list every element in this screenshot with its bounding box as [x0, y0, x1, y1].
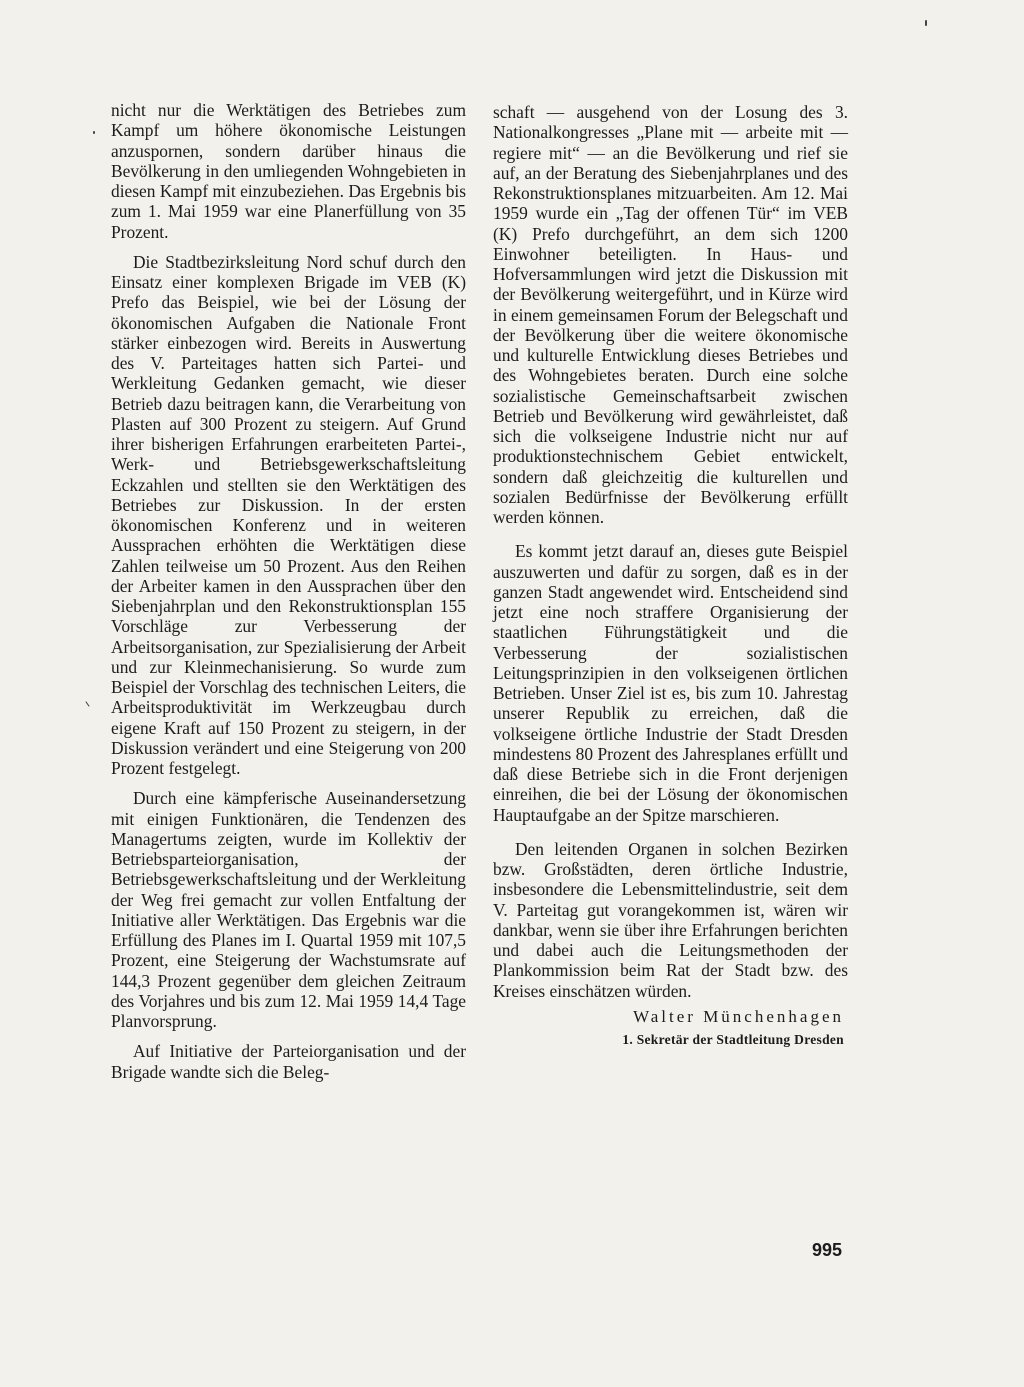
signature-title: 1. Sekretär der Stadtleitung Dresden [622, 1032, 844, 1047]
print-speck [85, 701, 89, 706]
page-number: 995 [812, 1240, 843, 1260]
paragraph-es-kommt: Es kommt jetzt darauf an, dieses gute Beispiel auszuwerten und dafür zu sorgen, daß es in der ganzen Stadt angewendet wird. Entscheidend sind jetzt eine noch straffere Organisierung der staatlichen Führungstätigkeit und die Verbesserung der sozialistischen Leitungsprinzipien in den volkseigenen örtlichen Betrieben. Unser Ziel ist es, bis zum 10. Jahrestag unserer Republik zu erreichen, daß die volkseigene örtliche Industrie der Stadt Dresden mindestens 80 Prozent des Jahresplanes erfüllt und daß diese Betriebe sich in die Front derjenigen einreihen, die bei der Lösung der ökonomischen Hauptaufgabe an der Spitze marschieren. [493, 541, 848, 825]
signature-name: Walter Münchenhagen [633, 1006, 844, 1026]
right-column [493, 102, 848, 1050]
left-column [111, 100, 466, 1082]
print-speck [93, 131, 95, 134]
paragraph-leitende-organe: Den leitenden Organen in solchen Bezirken bzw. Großstädten, deren örtliche Industrie, insbesondere die Lebensmittelindustrie, seit dem V. Parteitag gut vorangekommen ist, wären wir dankbar, wenn sie über ihre Erfahrungen berichten und dabei auch die Leitungsmethoden der Plankommission beim Rat der Stadt bzw. des Kreises einschätzen würden. [493, 838, 848, 1001]
paragraph-belegschaft: schaft — ausgehend von der Losung des 3. Nationalkongresses „Plane mit — arbeite mit — regiere mit“ — an die Bevölkerung und rief sie auf, an der Beratung des Siebenjahrplanes und des Rekonstruktionsplanes mitzuarbeiten. Am 12. Mai 1959 wurde ein „Tag der offenen Tür“ im VEB (K) Prefo durchgeführt, an dem sich 1200 Einwohner beteiligten. In Haus- und Hofversammlungen wird jetzt die Diskussion mit der Bevölkerung weitergeführt, und in Kürze wird in einem gemeinsamen Forum der Belegschaft und der Bevölkerung über die weitere ökonomische und kulturelle Entwicklung dieses Betriebes und des Wohngebietes beraten. Durch eine solche sozialistische Gemeinschaftsarbeit zwischen Betrieb und Bevölkerung wird gewährleistet, daß sich die volkseigene Industrie nicht nur auf produktionstechnischem Gebiet entwickelt, sondern daß gleichzeitig die kulturellen und sozialen Bedürfnisse der Bevölkerung erfüllt werden können. [493, 102, 848, 527]
paragraph-auseinandersetzung: Durch eine kämpferische Auseinandersetzung mit einigen Funktionären, die Tendenzen des Managertums zeigten, wurde im Kollektiv der Betriebsparteiorganisation, der Betriebsgewerkschaftsleitung und der Werkleitung der Weg frei gemacht zur vollen Entfaltung der Initiative aller Werktätigen. Das Ergebnis war die Erfüllung des Planes im I. Quartal 1959 mit 107,5 Prozent, eine Steigerung der Wachstumsrate auf 144,3 Prozent gegenüber dem gleichen Zeitraum des Vorjahres und bis zum 12. Mai 1959 14,4 Tage Planvorsprung. [111, 788, 466, 1031]
print-speck [925, 20, 927, 26]
paragraph-initiative: Auf Initiative der Parteiorganisation und der Brigade wandte sich die Beleg- [111, 1041, 466, 1082]
paragraph-continuation: nicht nur die Werktätigen des Betriebes zum Kampf um höhere ökonomische Leistungen anzuspornen, sondern darüber hinaus die Bevölkerung in den umliegenden Wohngebieten in diesen Kampf mit einzubeziehen. Das Ergebnis bis zum 1. Mai 1959 war eine Planerfüllung von 35 Prozent. [111, 100, 466, 242]
paragraph-stadtbezirksleitung: Die Stadtbezirksleitung Nord schuf durch den Einsatz einer komplexen Brigade im VEB (K) Prefo das Beispiel, wie bei der Lösung der ökonomischen Aufgaben die Nationale Front stärker einbezogen wird. Bereits in Auswertung des V. Parteitages hatten sich Partei- und Werkleitung Gedanken gemacht, wie dieser Betrieb dazu beitragen kann, die Verarbeitung von Plasten auf 300 Prozent zu steigern. Auf Grund ihrer bisherigen Erfahrungen erarbeiteten Partei-, Werk- und Betriebsgewerkschaftsleitung Eckzahlen und stellten sie den Werktätigen des Betriebes zur Diskussion. In der ersten ökonomischen Konferenz und in weiteren Aussprachen erhöhten die Werktätigen diese Zahlen teilweise um 50 Prozent. Aus den Reihen der Arbeiter kamen in den Aussprachen über den Siebenjahrplan und den Rekonstruktionsplan 155 Vorschläge zur Verbesserung der Arbeitsorganisation, zur Spezialisierung der Arbeit und zur Kleinmechanisierung. So wurde zum Beispiel der Vorschlag des technischen Leiters, die Arbeitsproduktivität im Werkzeugbau durch eigene Kraft auf 150 Prozent zu steigern, in der Diskussion verändert und eine Steigerung von 200 Prozent festgelegt. [111, 251, 466, 778]
